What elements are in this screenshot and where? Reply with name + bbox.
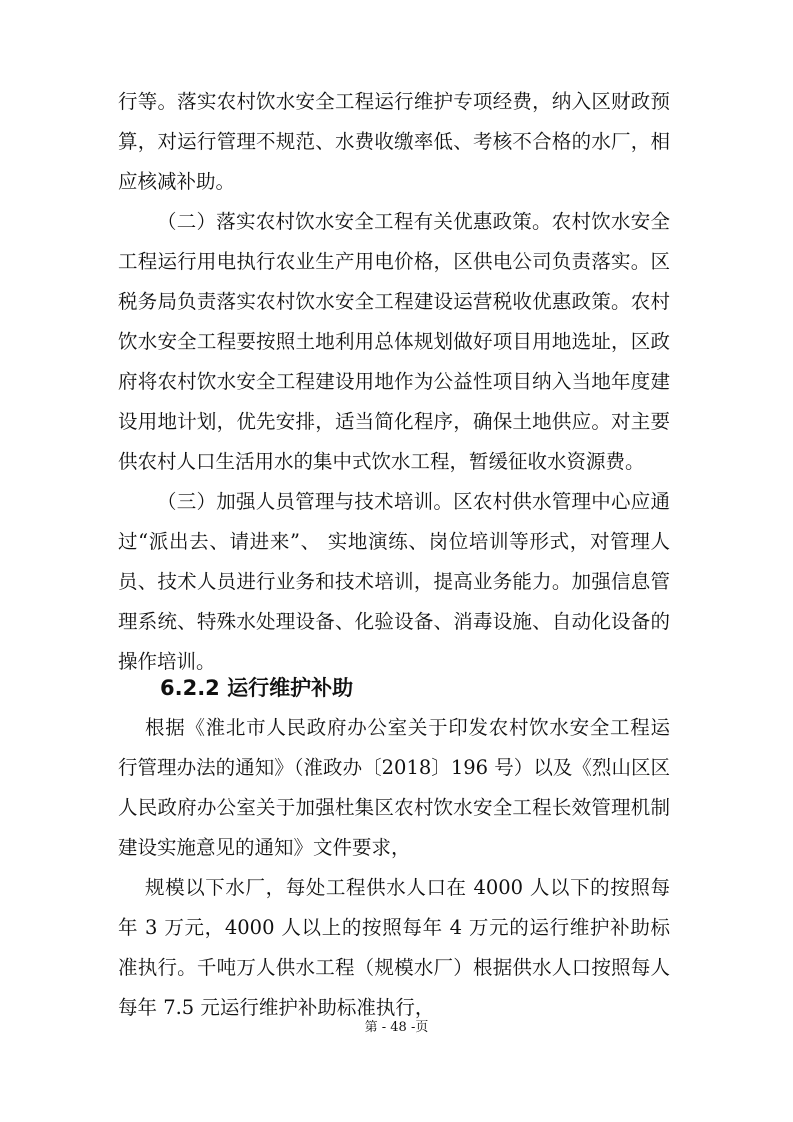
paragraph-staff-training: （三）加强人员管理与技术培训。区农村供水管理中心应通过“派出去、请进来”、 实地演练、岗位培训等形式，对管理人员、技术人员进行业务和技术培训，提高业务能力。加强信息管理系统、特殊水处理设备、化验设备、消毒设施、自动化设备的操作培训。 — [118, 490, 670, 673]
paragraph-subsidy-standards: 规模以下水厂，每处工程供水人口在 4000 人以下的按照每年 3 万元，4000 人以上的按照每年 4 万元的运行维护补助标准执行。千吨万人供水工程（规模水厂）根据供水人口按照每人每年 7.5 元运行维护补助标准执行， — [118, 876, 670, 1019]
section-heading: 6.2.2 运行维护补助 — [160, 676, 354, 700]
paragraph-preferential-policies: （二）落实农村饮水安全工程有关优惠政策。农村饮水安全工程运行用电执行农业生产用电价格，区供电公司负责落实。区税务局负责落实农村饮水安全工程建设运营税收优惠政策。农村饮水安全工程要按照土地利用总体规划做好项目用地选址，区政府将农村饮水安全工程建设用地作为公益性项目纳入当地年度建设用地计划，优先安排，适当简化程序，确保土地供应。对主要供农村人口生活用水的集中式饮水工程，暂缓征收水资源费。 — [118, 210, 670, 473]
paragraph-operation-funds: 行等。落实农村饮水安全工程运行维护专项经费，纳入区财政预算，对运行管理不规范、水费收缴率低、考核不合格的水厂，相应核减补助。 — [118, 90, 670, 193]
paragraph-regulation-basis: 根据《淮北市人民政府办公室关于印发农村饮水安全工程运行管理办法的通知》（淮政办〔2018〕196 号）以及《烈山区区人民政府办公室关于加强杜集区农村饮水安全工程长效管理机制建设实施意见的通知》文件要求， — [118, 716, 670, 859]
page-number: 第 - 48 -页 — [364, 1020, 429, 1035]
